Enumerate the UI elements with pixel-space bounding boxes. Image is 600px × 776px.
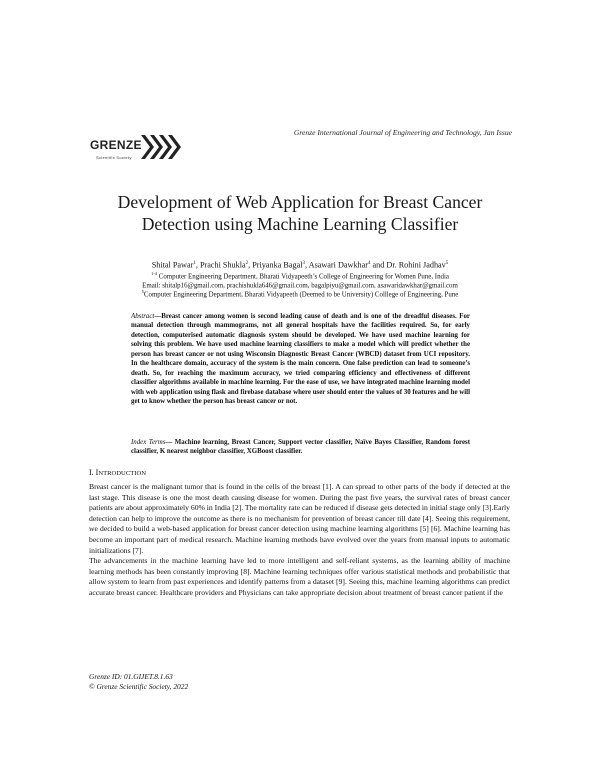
abstract: Abstract—Breast cancer among women is second leading cause of death and is one of the dreadful diseases. For manual detection through mammograms, not all general hospitals have the facilities required. So, for early detection, computerised automatic diagnosis system should be developed. We have used machine learning for solving this problem. We have used machine learning classifiers to make a model which will predict whether the person has breast cancer or not using Wisconsin Diagnostic Breast Cancer (WBCD) dataset from UCI repository. In the healthcare domain, accuracy of the system is the main concern. One false prediction can lead to someone’s death. So, for reaching the maximum accuracy, we tried comparing efficiency and effectiveness of different classifier algorithms available in machine learning. For the ease of use, we have integrated machine learning model with web application using flask and firebase database where user should enter the values of 30 features and he will get to know whether the person has breast cancer or not. xyxy=(131,313,470,406)
author-name: Prachi Shukla xyxy=(199,260,246,270)
index-terms: Index Terms— Machine learning, Breast Cancer, Support vector classifier, Naïve Bayes Classifier, Random forest classifier, K nearest neighbor classifier, XGBoost classifier. xyxy=(131,439,470,456)
paragraph: Breast cancer is the malignant tumor that is found in the cells of the breast [1]. A can spread to other parts of the body if detected at the last stage. This disease is one the most death causing disease for women. During the past five years, the survival rates of breast cancer patients are about approximately 60% in India [2]. The mortality rate can be reduced if disease gets detected in initial stage only [3].Early detection can help to improve the outcome as there is no mechanism for prevention of breast cancer till date [4]. Seeing this requirement, we decided to build a web-based application for breast cancer detection using machine learning algorithms [5] [6]. Machine learning has become an important part of medical research. Machine learning methods have evolved over the years from manual inputs to automatic initializations [7]. xyxy=(89,482,510,555)
author-sup: 1 xyxy=(193,261,196,266)
logo-chevrons-icon xyxy=(140,132,184,162)
affiliation-line-2: $^5$Computer Engineering Department, Bharati Vidyapeeth (Deemed to be University) Colllege of Engineering, Pune xyxy=(141,289,459,299)
author-sup: 4 xyxy=(368,261,371,266)
grenze-id: Grenze ID: 01.GIJET.8.1.63 xyxy=(89,672,173,681)
index-terms-label: Index Terms xyxy=(131,439,166,446)
affiliation-line-1: $^{1-4}$ Computer Engineering Department, Bharati Vidyapeeth’s College of Engineering for Women Pune, India xyxy=(151,271,449,281)
title-line-1: Development of Web Application for Breast Cancer xyxy=(117,192,483,212)
abstract-text: Breast cancer among women is second leading cause of death and is one of the dreadful diseases. For manual detection through mammograms, not all general hospitals have the facilities required. So, for early detection, computerised automatic diagnosis system should be developed. We have used machine learning for solving this problem. We have used machine learning classifiers to make a model which will predict whether the person has breast cancer or not using Wisconsin Diagnostic Breast Cancer (WBCD) dataset from UCI repository. In the healthcare domain, accuracy of the system is the main concern. One false prediction can lead to someone’s death. So, for reaching the maximum accuracy, we tried comparing efficiency and effectiveness of different classifier algorithms available in machine learning. For the ease of use, we have integrated machine learning model with web application using flask and firebase database where user should enter the values of 30 features and he will get to know whether the person has breast cancer or not. xyxy=(131,313,470,406)
affiliation-email: Email: shitalp16@gmail.com, prachishukla646@gmail.com, bagalpiyu@gmail.com, asawaridawkhar@gmail.com xyxy=(142,282,458,290)
author-sup: 5 xyxy=(445,261,449,266)
author-name: Dr. Rohini Jadhav xyxy=(386,260,446,270)
journal-header: Grenze International Journal of Engineering and Technology, Jan Issue xyxy=(293,128,512,137)
body-text xyxy=(89,482,510,599)
author-sup: 2 xyxy=(245,261,249,266)
author-sup: 3 xyxy=(302,261,305,266)
grenze-logo xyxy=(90,131,186,171)
copyright: © Grenze Scientific Society, 2022 xyxy=(89,682,189,691)
author-name: Shital Pawar xyxy=(151,260,194,270)
author-list: Shital Pawar$^1$, Prachi Shukla$^2$, Priyanka Bagal$^3$, Asawari Dawkhar$^4$ and Dr. Rohini Jadhav$^5$ xyxy=(151,260,449,270)
logo-wordmark: GRENZE xyxy=(90,138,142,152)
logo-subtitle: Scientific Society xyxy=(96,155,132,160)
author-name: Priyanka Bagal xyxy=(252,260,303,270)
title-line-2: Detection using Machine Learning Classifier xyxy=(141,214,459,234)
abstract-label: Abstract xyxy=(131,313,155,320)
index-terms-text: Machine learning, Breast Cancer, Support vector classifier, Naïve Bayes Classifier, Random forest classifier, K nearest neighbor classifier, XGBoost classifier. xyxy=(131,439,470,456)
paper-title xyxy=(60,191,540,235)
footer xyxy=(89,672,188,692)
author-name: Asawari Dawkhar xyxy=(308,260,368,270)
paragraph: The advancements in the machine learning have led to more intelligent and self-reliant systems, as the learning ability of machine learning methods has been constantly improving [8]. Machine learning techniques offer various statistical methods and probabilistic that allow system to learn from past experiences and identify patterns from a dataset [9]. Seeing this, machine learning algorithms can predict accurate breast cancer. Healthcare providers and Physicians can take appropriate decision about treatment of breast cancer patient if the xyxy=(89,556,510,597)
section-heading: I. INTRODUCTION xyxy=(89,468,146,477)
